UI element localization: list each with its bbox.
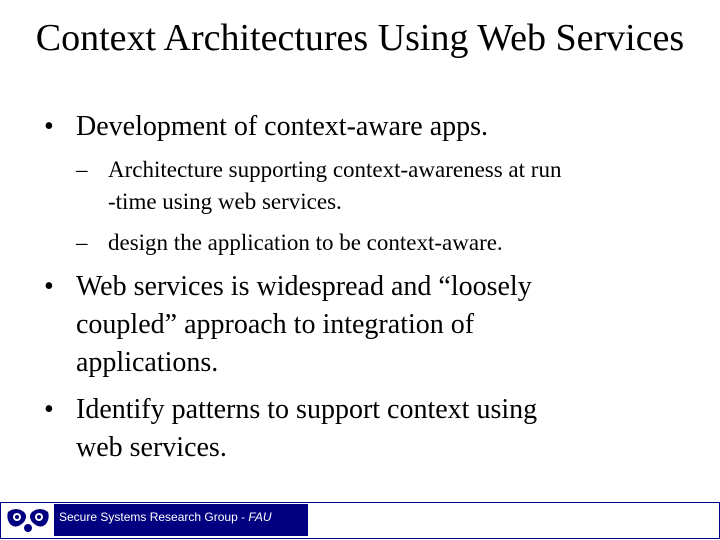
subitem-2-line-1: design the application to be context-aware. [108,230,503,255]
bullet-symbol: • [44,111,54,142]
bullet-symbol: • [44,394,54,425]
bullet-3-line-1: Identify patterns to support context using [76,394,538,425]
subitem-1-line-1: Architecture supporting context-awareness at run [108,157,562,182]
subitem-dash: – [76,157,88,182]
subitem-1-line-2: -time using web services. [108,189,342,214]
bullet-3-line-2: web services. [76,432,227,463]
bullet-1-line-1: Development of context-aware apps. [76,111,489,142]
subitem-dash: – [76,230,88,255]
bullet-2-line-2: coupled” approach to integration of [76,309,475,340]
bullet-symbol: • [44,271,54,302]
owl-logo-icon [6,506,50,534]
footer-label [59,510,272,524]
footer-separator: - [237,510,249,524]
bullet-2-line-3: applications. [76,347,219,378]
bullet-2-line-1: Web services is widespread and “loosely [76,271,532,302]
footer-org: FAU [248,510,272,524]
footer-group: Secure Systems Research Group [59,510,238,524]
slide-title: Context Architectures Using Web Services [35,17,685,59]
